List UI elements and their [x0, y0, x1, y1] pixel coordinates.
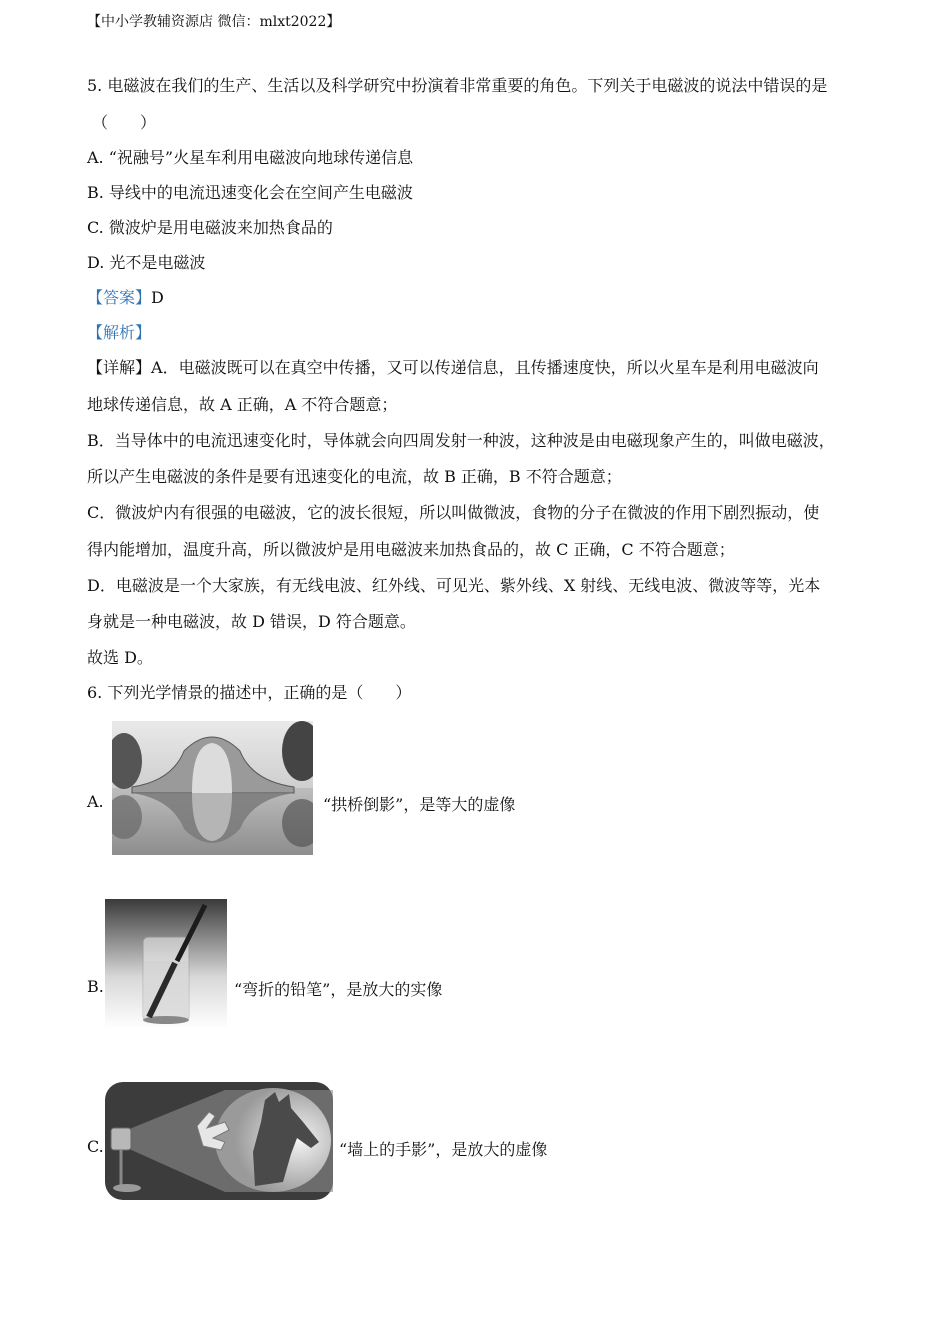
q6-option-c-label: C. [87, 1137, 104, 1156]
q6-option-a-caption: “拱桥倒影”，是等大的虚像 [323, 795, 516, 814]
answer-value: D [151, 288, 164, 307]
q5-paren: （ ） [92, 113, 157, 132]
detail-line: 所以产生电磁波的条件是要有迅速变化的电流，故 B 正确，B 不符合题意； [87, 467, 622, 486]
q6-option-b-label: B. [87, 977, 104, 996]
arch-bridge-image [112, 721, 313, 855]
q5-option-b: B. 导线中的电流迅速变化会在空间产生电磁波 [87, 183, 413, 202]
q6-option-a-label: A. [87, 792, 104, 811]
analysis-tag: 【解析】 [87, 323, 152, 342]
bent-pencil-image [105, 899, 227, 1029]
q5-option-c: C. 微波炉是用电磁波来加热食品的 [87, 218, 333, 237]
q6-option-b-caption: “弯折的铅笔”，是放大的实像 [234, 980, 443, 999]
page-header: 【中小学教辅资源店 微信：mlxt2022】 [87, 14, 341, 30]
q5-option-d: D. 光不是电磁波 [87, 253, 206, 272]
detail-line: 地球传递信息，故 A 正确，A 不符合题意； [87, 395, 398, 414]
detail-line: B．当导体中的电流迅速变化时，导体就会向四周发射一种波，这种波是由电磁现象产生的，叫做电磁波， [87, 431, 835, 450]
detail-line: D．电磁波是一个大家族，有无线电波、红外线、可见光、紫外线、X 射线、无线电波、微波等等，光本 [87, 576, 821, 595]
q6-option-c-caption: “墙上的手影”，是放大的虚像 [339, 1140, 548, 1159]
detail-line: 得内能增加，温度升高，所以微波炉是用电磁波来加热食品的，故 C 正确，C 不符合题意； [87, 540, 735, 559]
detail-text: A．电磁波既可以在真空中传播，又可以传递信息，且传播速度快，所以火星车是利用电磁波向 [151, 358, 819, 377]
answer-line [87, 288, 164, 308]
conclusion-line: 故选 D。 [87, 648, 153, 667]
q6-stem: 6. 下列光学情景的描述中，正确的是（ ） [87, 683, 412, 702]
detail-line: C．微波炉内有很强的电磁波，它的波长很短，所以叫做微波，食物的分子在微波的作用下剧烈振动，使 [87, 503, 820, 522]
detail-line [87, 358, 819, 378]
answer-tag: 【答案】 [87, 288, 152, 307]
detail-tag: 【详解】 [87, 358, 152, 377]
hand-shadow-image [105, 1082, 333, 1200]
detail-line: 身就是一种电磁波，故 D 错误，D 符合题意。 [87, 612, 416, 631]
q5-stem: 5. 电磁波在我们的生产、生活以及科学研究中扮演着非常重要的角色。下列关于电磁波的说法中错误的是 [87, 76, 828, 95]
q5-option-a: A. “祝融号”火星车利用电磁波向地球传递信息 [87, 148, 414, 167]
